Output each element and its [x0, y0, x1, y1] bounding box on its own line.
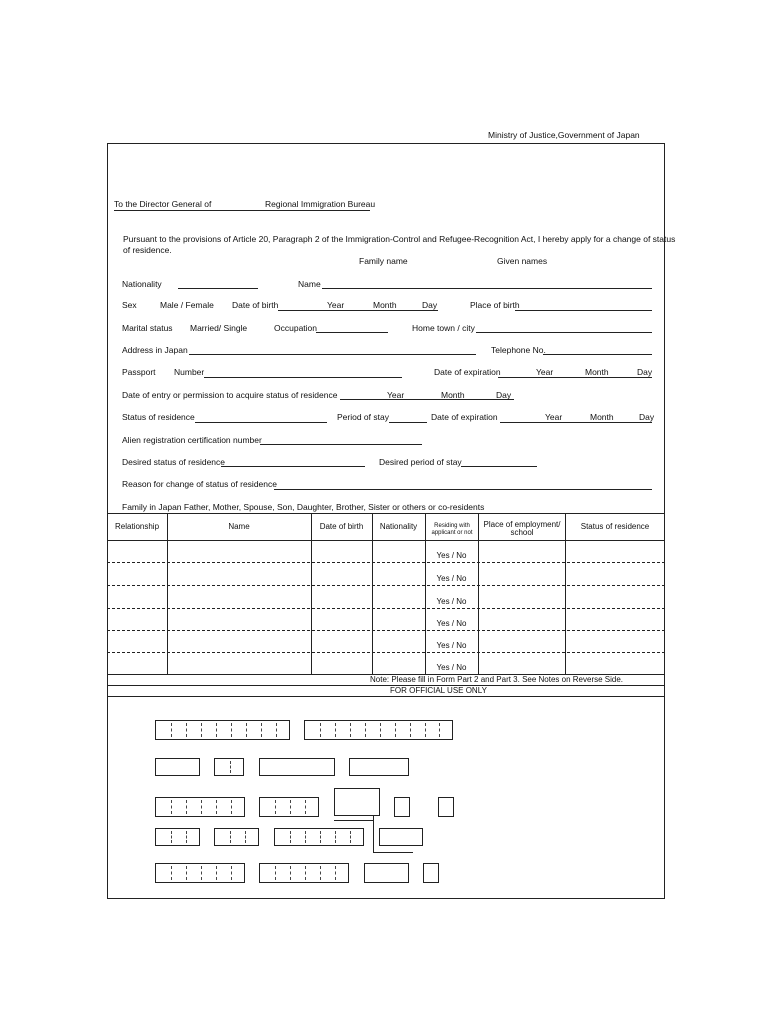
residing-option[interactable]: Yes / No: [436, 597, 467, 606]
residing-option[interactable]: Yes / No: [436, 551, 467, 560]
date-of-entry-label: Date of entry or permission to acquire status of residence: [122, 390, 338, 400]
home-town-field[interactable]: [476, 332, 652, 333]
official-code-box: [155, 828, 200, 846]
table-col-divider: [372, 513, 373, 674]
residing-option[interactable]: Yes / No: [436, 663, 467, 672]
status-exp-day: Day: [639, 412, 655, 422]
dob-field[interactable]: [278, 310, 438, 311]
alien-registration-label: Alien registration certification number: [122, 435, 262, 445]
passport-number-label: Number: [174, 367, 205, 377]
address-field[interactable]: [189, 354, 476, 355]
col-header-residing: Residing with applicant or not: [431, 523, 473, 536]
family-name-label: Family name: [359, 256, 408, 266]
statement-line-1: Pursuant to the provisions of Article 20, Paragraph 2 of the Immigration-Control and Refugee-Recognition Act, I hereby apply for a change of status: [123, 234, 676, 244]
col-header-employment: Place of employment/ school: [483, 520, 561, 537]
official-box: [334, 788, 380, 816]
alien-registration-field[interactable]: [260, 444, 422, 445]
official-code-box: [155, 720, 290, 740]
table-header-border: [107, 540, 665, 541]
desired-period-label: Desired period of stay: [379, 457, 462, 467]
marital-status-label: Marital status: [122, 323, 173, 333]
note-divider: [107, 685, 665, 686]
official-code-box: [155, 797, 245, 817]
official-code-box: [259, 797, 319, 817]
bureau-label: Regional Immigration Bureau: [265, 199, 376, 209]
home-town-label: Home town / city: [412, 323, 475, 333]
reason-field[interactable]: [274, 489, 652, 490]
sex-options[interactable]: Male / Female: [160, 300, 214, 310]
period-of-stay-label: Period of stay: [337, 412, 389, 422]
official-use-label: FOR OFFICIAL USE ONLY: [390, 686, 487, 695]
official-code-box: [214, 828, 259, 846]
status-field[interactable]: [195, 422, 327, 423]
col-header-nationality: Nationality: [379, 522, 418, 531]
connector-line: [373, 852, 413, 853]
nationality-field[interactable]: [178, 288, 258, 289]
passport-expiration-field[interactable]: [498, 377, 652, 378]
official-box: [364, 863, 409, 883]
dob-month: Month: [373, 300, 397, 310]
sex-label: Sex: [122, 300, 137, 310]
residing-option[interactable]: Yes / No: [436, 619, 467, 628]
table-row-divider: [107, 608, 665, 609]
marital-options[interactable]: Married/ Single: [190, 323, 248, 333]
ministry-header: Ministry of Justice,Government of Japan: [488, 130, 640, 140]
place-of-birth-label: Place of birth: [470, 300, 520, 310]
official-divider: [107, 696, 665, 697]
statement-line-2: of residence.: [123, 245, 172, 255]
dob-day: Day: [422, 300, 438, 310]
passport-exp-month: Month: [585, 367, 609, 377]
official-box: [155, 758, 200, 776]
table-top-border: [107, 513, 665, 514]
table-row-divider: [107, 585, 665, 586]
passport-exp-year: Year: [536, 367, 554, 377]
connector-line: [373, 816, 374, 852]
official-box: [423, 863, 439, 883]
occupation-label: Occupation: [274, 323, 317, 333]
table-col-divider: [565, 513, 566, 674]
desired-status-label: Desired status of residence: [122, 457, 225, 467]
entry-year: Year: [387, 390, 405, 400]
official-code-box: [304, 720, 453, 740]
passport-exp-day: Day: [637, 367, 653, 377]
official-code-box: [274, 828, 364, 846]
name-label: Name: [298, 279, 321, 289]
reason-label: Reason for change of status of residence: [122, 479, 277, 489]
official-box: [438, 797, 454, 817]
entry-day: Day: [496, 390, 512, 400]
period-of-stay-field[interactable]: [389, 422, 427, 423]
official-box: [379, 828, 423, 846]
note-text: Note: Please fill in Form Part 2 and Part 3. See Notes on Reverse Side.: [370, 675, 624, 684]
table-row-divider: [107, 630, 665, 631]
telephone-field[interactable]: [543, 354, 652, 355]
status-exp-year: Year: [545, 412, 563, 422]
col-header-status: Status of residence: [580, 522, 650, 531]
address-label: Address in Japan: [122, 345, 188, 355]
name-field[interactable]: [322, 288, 652, 289]
residing-option[interactable]: Yes / No: [436, 641, 467, 650]
dob-label: Date of birth: [232, 300, 279, 310]
official-box: [349, 758, 409, 776]
passport-number-field[interactable]: [204, 377, 402, 378]
nationality-label: Nationality: [122, 279, 162, 289]
desired-status-field[interactable]: [221, 466, 365, 467]
entry-month: Month: [441, 390, 465, 400]
status-expiration-field[interactable]: [500, 422, 652, 423]
place-of-birth-field[interactable]: [515, 310, 652, 311]
table-col-divider: [478, 513, 479, 674]
official-code-box: [259, 863, 349, 883]
official-box: [214, 758, 244, 776]
table-row-divider: [107, 562, 665, 563]
status-label: Status of residence: [122, 412, 195, 422]
telephone-label: Telephone No.: [491, 345, 546, 355]
connector-line: [334, 820, 373, 821]
to-director-label: To the Director General of: [114, 199, 212, 209]
passport-label: Passport: [122, 367, 156, 377]
col-header-relationship: Relationship: [114, 522, 160, 531]
status-expiration-label: Date of expiration: [431, 412, 498, 422]
table-col-divider: [167, 513, 168, 674]
occupation-field[interactable]: [316, 332, 388, 333]
residing-option[interactable]: Yes / No: [436, 574, 467, 583]
given-names-label: Given names: [497, 256, 548, 266]
to-director-underline: [114, 210, 370, 211]
passport-expiration-label: Date of expiration: [434, 367, 501, 377]
official-code-box: [155, 863, 245, 883]
table-row-divider: [107, 652, 665, 653]
col-header-name: Name: [228, 522, 250, 531]
official-box: [394, 797, 410, 817]
date-of-entry-field[interactable]: [340, 399, 514, 400]
family-in-japan-label: Family in Japan Father, Mother, Spouse, Son, Daughter, Brother, Sister or others or co-residents: [122, 502, 485, 512]
status-exp-month: Month: [590, 412, 614, 422]
dob-year: Year: [327, 300, 345, 310]
table-col-divider: [311, 513, 312, 674]
official-box: [259, 758, 335, 776]
desired-period-field[interactable]: [461, 466, 537, 467]
col-header-dob: Date of birth: [319, 522, 364, 531]
